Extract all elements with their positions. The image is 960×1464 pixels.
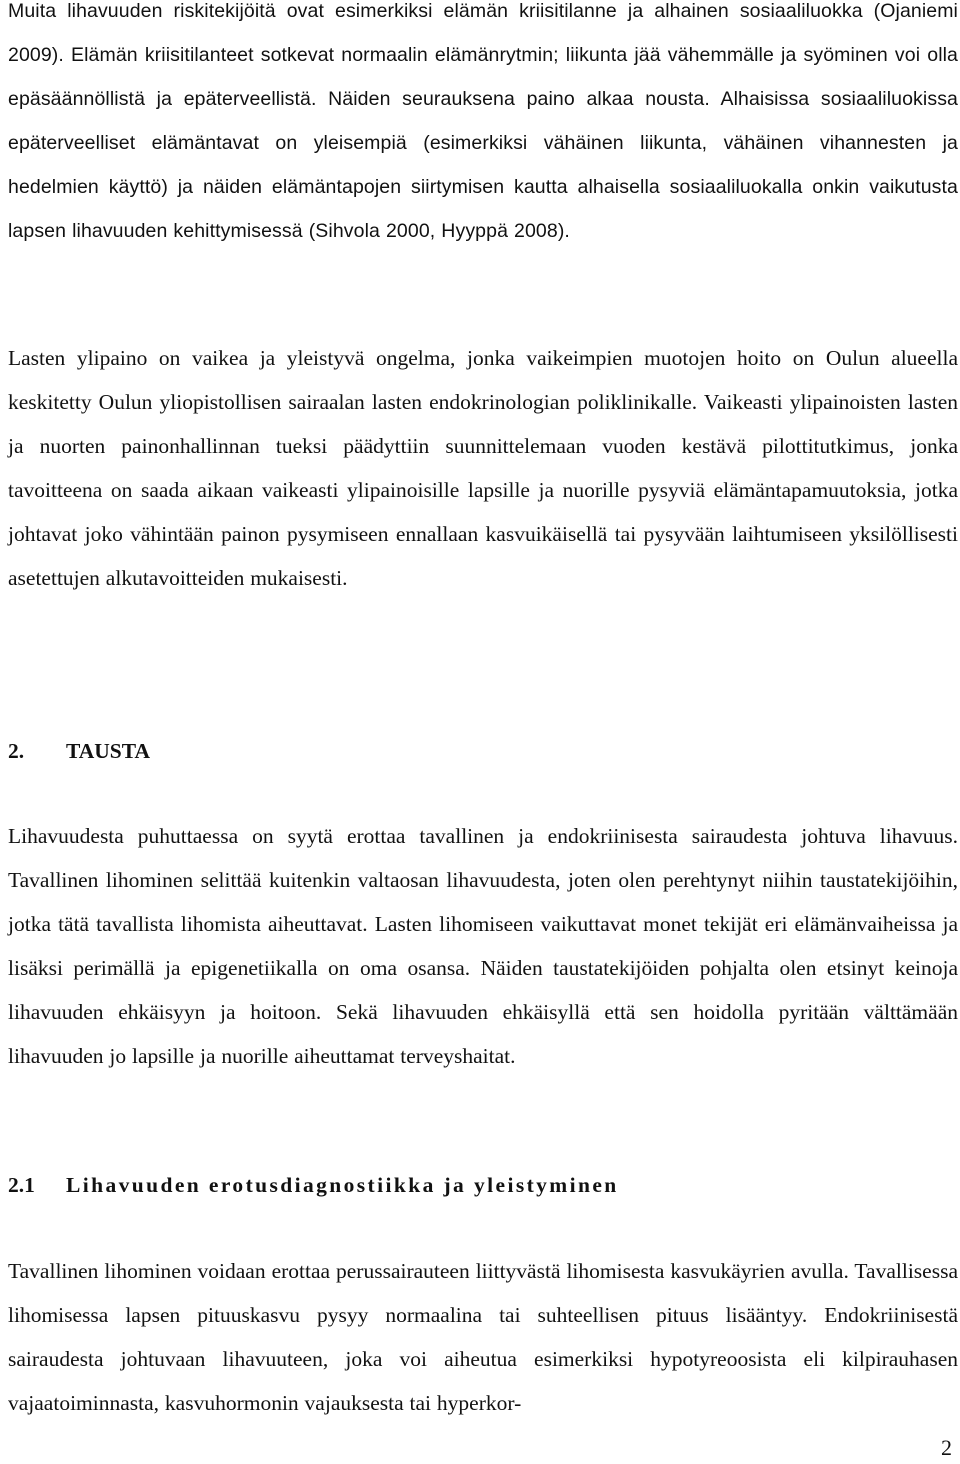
section-number: 2.1 xyxy=(8,1173,35,1197)
section-heading-2 xyxy=(8,736,150,766)
section-heading-2-1 xyxy=(8,1170,619,1200)
paragraph-differential-diagnosis: Tavallinen lihominen voidaan erottaa perussairauteen liittyvästä lihomisesta kasvukäyrien avulla. Tavallisessa lihomisessa lapsen pituuskasvu pysyy normaalina tai suhteellisen pituus lisääntyy. Endokriinisestä sairaudesta johtuvaan lihavuuteen, joka voi aiheutua esimerkiksi hypotyreoosista eli kilpirauhasen vajaatoiminnasta, kasvuhormonin vajauksesta tai hyperkor- xyxy=(8,1259,958,1415)
paragraph-background: Lihavuudesta puhuttaessa on syytä erottaa tavallinen ja endokriinisesta sairaudesta johtuva lihavuus. Tavallinen lihominen selittää kuitenkin valtaosan lihavuudesta, joten olen perehtynyt niihin taustatekijöihin, jotka tätä tavallista lihomista aiheuttavat. Lasten lihomiseen vaikuttavat monet tekijät eri elämänvaiheissa ja lisäksi perimällä ja epigenetiikalla on oma osansa. Näiden taustatekijöiden pohjalta olen etsinyt keinoja lihavuuden ehkäisyyn ja hoitoon. Sekä lihavuuden ehkäisyllä että sen hoidolla pyritään välttämään lihavuuden jo lapsille ja nuorille aiheuttamat terveyshaitat. xyxy=(8,824,958,1068)
section-title: TAUSTA xyxy=(66,739,151,763)
paragraph-risk-factors: Muita lihavuuden riskitekijöitä ovat esimerkiksi elämän kriisitilanne ja alhainen sosiaaliluokka (Ojaniemi 2009). Elämän kriisitilanteet sotkevat normaalin elämänrytmin; liikunta jää vähemmälle ja syöminen voi olla epäsäännöllistä ja epäterveellistä. Näiden seurauksena paino alkaa nousta. Alhaisissa sosiaaliluokissa epäterveelliset elämäntavat on yleisempiä (esimerkiksi vähäinen liikunta, vähäinen vihannesten ja hedelmien käyttö) ja näiden elämäntapojen siirtymisen kautta alhaisella sosiaaliluokalla onkin vaikutusta lapsen lihavuuden kehittymisessä (Sihvola 2000, Hyyppä 2008). xyxy=(8,0,958,242)
section-title: Lihavuuden erotusdiagnostiikka ja yleistyminen xyxy=(66,1173,619,1197)
paragraph-pilot-study: Lasten ylipaino on vaikea ja yleistyvä ongelma, jonka vaikeimpien muotojen hoito on Oulun alueella keskitetty Oulun yliopistollisen sairaalan lasten endokrinologian poliklinikalle. Vaikeasti ylipainoisten lasten ja nuorten painonhallinnan tueksi päädyttiin suunnittelemaan vuoden kestävä pilottitutkimus, jonka tavoitteena on saada aikaan vaikeasti ylipainoisille lapsille ja nuorille pysyviä elämäntapamuutoksia, jotka johtavat joko vähintään painon pysymiseen ennallaan kasvuikäisellä tai pysyvään laihtumiseen yksilöllisesti asetettujen alkutavoitteiden mukaisesti. xyxy=(8,346,958,590)
section-number: 2. xyxy=(8,739,25,763)
page-number: 2 xyxy=(941,1435,952,1460)
